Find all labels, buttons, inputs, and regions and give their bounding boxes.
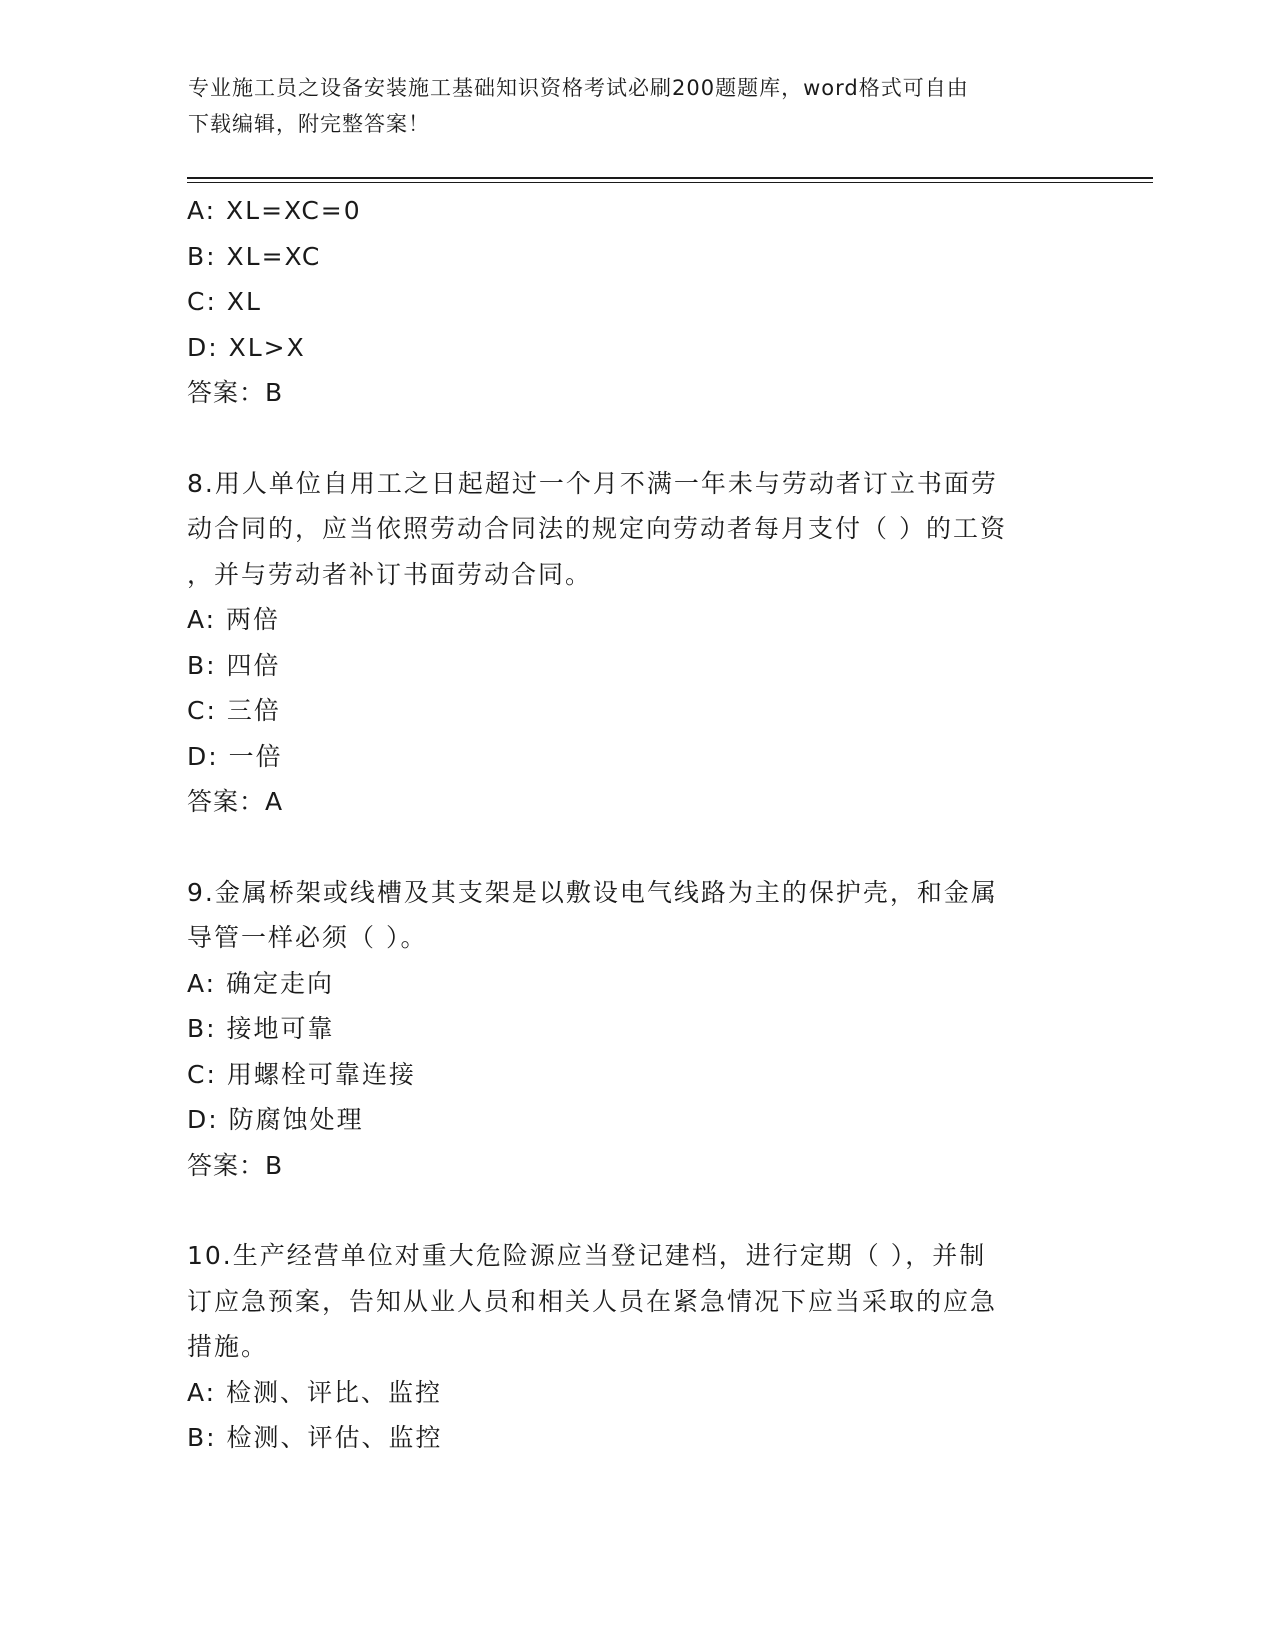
header-rule-thin [187, 182, 1153, 183]
option-c: C: XL [187, 287, 262, 316]
option-d: D: 防腐蚀处理 [187, 1105, 364, 1134]
header-line-1: 专业施工员之设备安装施工基础知识资格考试必刷200题题库，word格式可自由 [188, 76, 969, 100]
stem-line: 措施。 [187, 1332, 269, 1361]
spacer [187, 1188, 1087, 1233]
answer: 答案：B [187, 378, 284, 407]
question-8 [187, 461, 1087, 825]
question-10 [187, 1233, 1087, 1461]
document-header [188, 70, 1088, 142]
stem-line: 8.用人单位自用工之日起超过一个月不满一年未与劳动者订立书面劳 [187, 468, 998, 498]
option-b: B: XL=XC [187, 241, 322, 271]
stem-line: 9.金属桥架或线槽及其支架是以敷设电气线路为主的保护壳，和金属 [187, 877, 998, 907]
question-list [187, 188, 1087, 1461]
option-b: B: 四倍 [187, 650, 281, 680]
stem-line: 10.生产经营单位对重大危险源应当登记建档，进行定期（ ），并制 [187, 1241, 987, 1270]
question-stem [187, 1233, 1087, 1370]
header-rule-thick [187, 177, 1153, 179]
spacer [187, 416, 1087, 461]
option-a: A: 检测、评比、监控 [187, 1377, 443, 1407]
question-9 [187, 870, 1087, 1189]
stem-line: 导管一样必须（ ）。 [187, 923, 428, 952]
spacer [187, 825, 1087, 870]
question-stem [187, 870, 1087, 961]
question-7 [187, 188, 1087, 416]
stem-line: 订应急预案，告知从业人员和相关人员在紧急情况下应当采取的应急 [187, 1286, 998, 1316]
option-a: A: 确定走向 [187, 968, 335, 998]
question-stem [187, 461, 1087, 598]
option-b: B: 检测、评估、监控 [187, 1423, 443, 1452]
stem-line: ，并与劳动者补订书面劳动合同。 [187, 559, 593, 589]
option-d: D: XL>X [187, 332, 306, 362]
option-c: C: 三倍 [187, 696, 281, 725]
option-c: C: 用螺栓可靠连接 [187, 1059, 416, 1089]
option-d: D: 一倍 [187, 741, 283, 771]
option-b: B: 接地可靠 [187, 1014, 335, 1043]
option-a: A: XL=XC=0 [187, 196, 362, 225]
answer: 答案：A [187, 787, 284, 816]
option-a: A: 两倍 [187, 605, 281, 634]
header-line-2: 下载编辑，附完整答案！ [188, 112, 430, 136]
stem-line: 动合同的，应当依照劳动合同法的规定向劳动者每月支付（ ）的工资 [187, 514, 1007, 543]
answer: 答案：B [187, 1150, 284, 1180]
